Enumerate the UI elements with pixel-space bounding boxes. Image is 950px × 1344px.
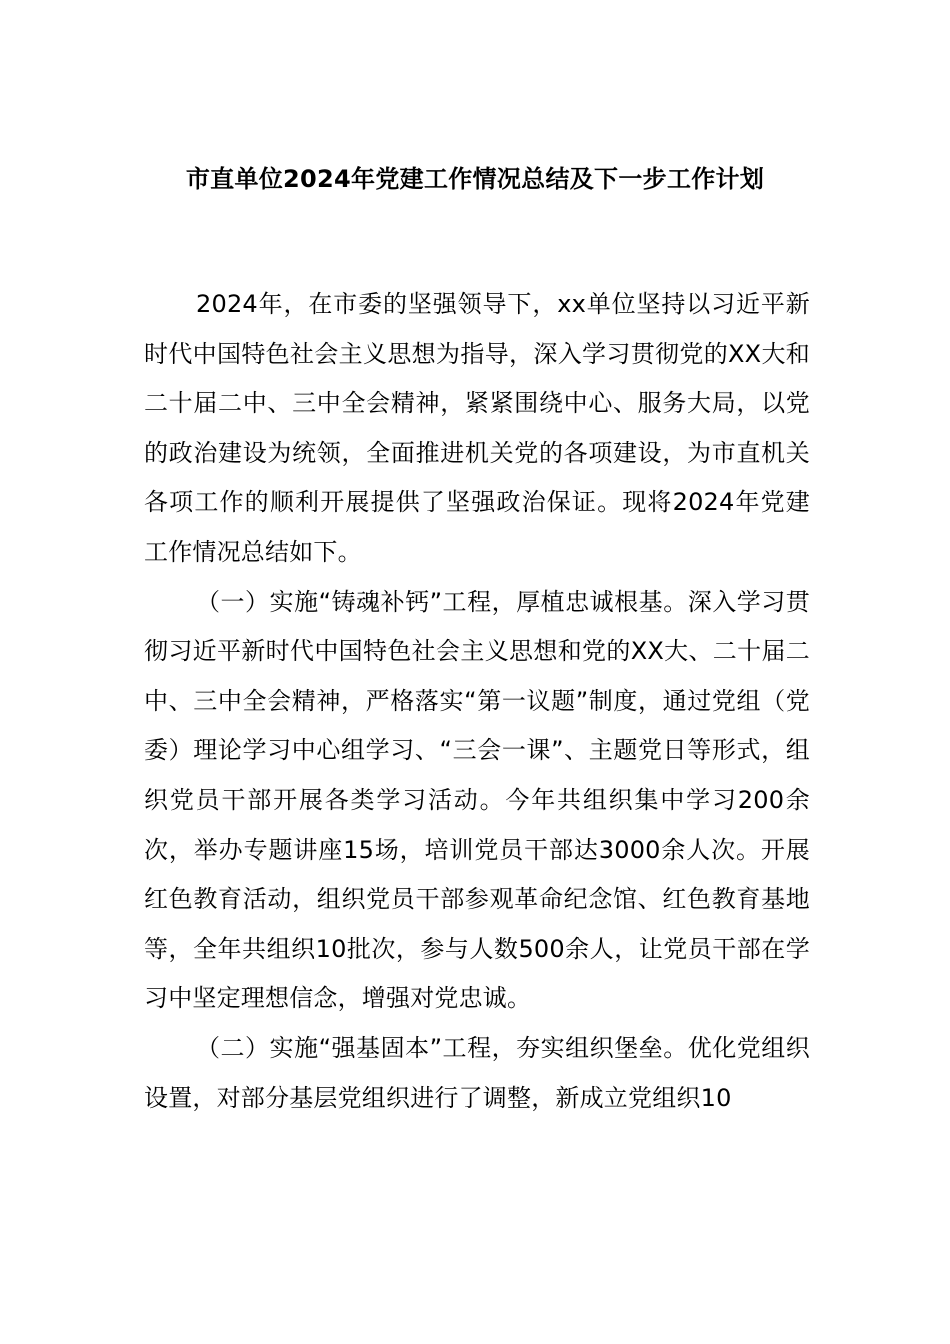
- document-body: [144, 280, 810, 1123]
- paragraph-intro: 2024年，在市委的坚强领导下，xx单位坚持以习近平新时代中国特色社会主义思想为指导，深入学习贯彻党的XX大和二十届二中、三中全会精神，紧紧围绕中心、服务大局，以党的政治建设为统领，全面推进机关党的各项建设，为市直机关各项工作的顺利开展提供了坚强政治保证。现将2024年党建工作情况总结如下。: [144, 290, 810, 566]
- paragraph-section-1: （一）实施“铸魂补钙”工程，厚植忠诚根基。深入学习贯彻习近平新时代中国特色社会主义思想和党的XX大、二十届二中、三中全会精神，严格落实“第一议题”制度，通过党组（党委）理论学习中心组学习、“三会一课”、主题党日等形式，组织党员干部开展各类学习活动。今年共组织集中学习200余次，举办专题讲座15场，培训党员干部达3000余人次。开展红色教育活动，组织党员干部参观革命纪念馆、红色教育基地等，全年共组织10批次，参与人数500余人，让党员干部在学习中坚定理想信念，增强对党忠诚。: [144, 587, 810, 1013]
- paragraph-section-2: （二）实施“强基固本”工程，夯实组织堡垒。优化党组织设置，对部分基层党组织进行了调整，新成立党组织10: [144, 1033, 810, 1112]
- document-title: 市直单位2024年党建工作情况总结及下一步工作计划: [185, 165, 765, 193]
